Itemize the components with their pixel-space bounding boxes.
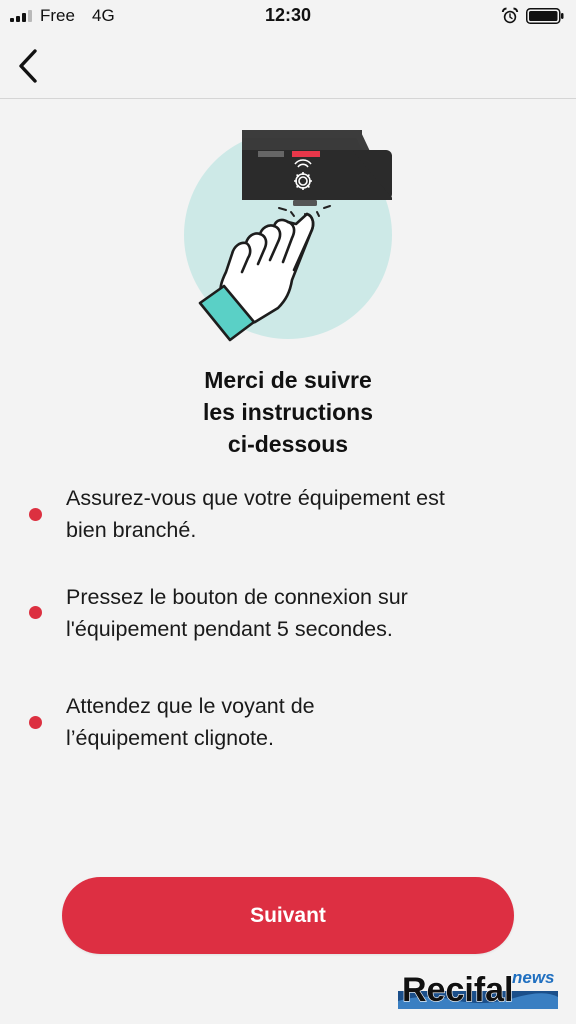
instruction-line: l’équipement clignote. [66, 726, 274, 750]
bullet-icon [29, 508, 42, 521]
instruction-line: l'équipement pendant 5 secondes. [66, 617, 393, 641]
bullet-icon [29, 716, 42, 729]
instruction-text [66, 482, 546, 546]
hand-pressing-button-illustration [0, 0, 576, 360]
instruction-line: bien branché. [66, 518, 197, 542]
network-type: 4G [92, 6, 115, 25]
next-button[interactable]: Suivant [62, 877, 514, 954]
bullet-icon [29, 606, 42, 619]
recifal-news-logo [394, 967, 564, 1013]
instruction-text [66, 581, 546, 645]
title-line: Merci de suivre [204, 367, 372, 393]
title-line: les instructions [203, 399, 373, 425]
instruction-line: Attendez que le voyant de [66, 694, 315, 718]
instruction-text [66, 690, 546, 754]
instruction-line: Pressez le bouton de connexion sur [66, 585, 408, 609]
carrier-name: Free [40, 6, 75, 25]
status-time: 12:30 [264, 5, 312, 25]
svg-text:news: news [512, 968, 555, 987]
title-line: ci-dessous [227, 431, 349, 457]
instruction-line: Assurez-vous que votre équipement est [66, 486, 445, 510]
page-title [0, 364, 576, 460]
router-device-icon [242, 130, 392, 206]
svg-text:Recifal: Recifal [402, 971, 514, 1009]
